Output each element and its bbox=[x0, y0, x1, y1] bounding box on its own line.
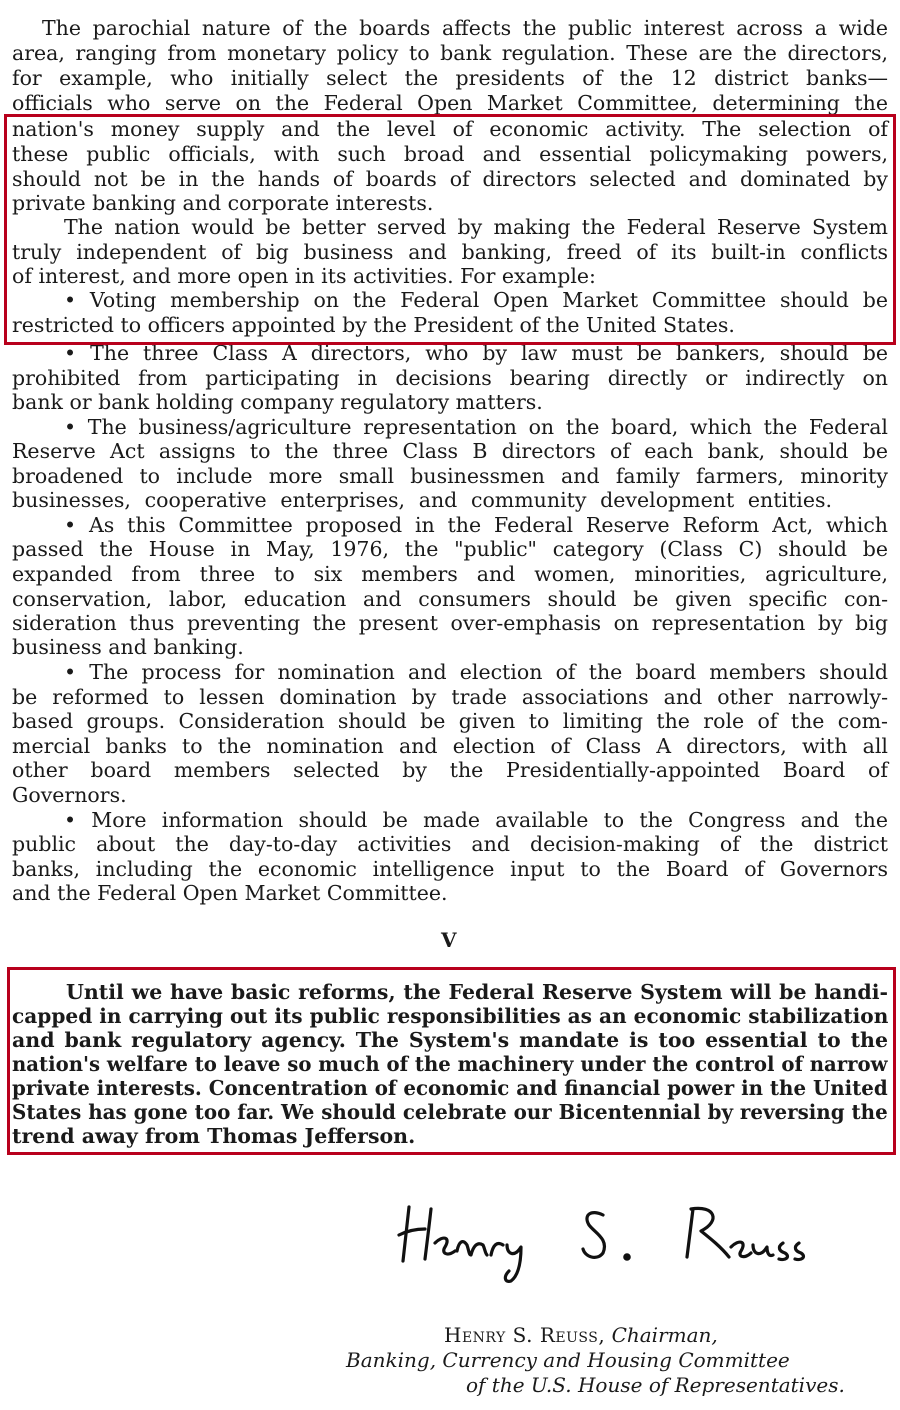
text-line: mercial banks to the nomination and election of Class A directors, with all bbox=[12, 734, 888, 758]
text-line: banks, including the economic intelligence input to the Board of Governors bbox=[12, 857, 888, 881]
text-line: nation's money supply and the level of economic activity. The selection of bbox=[12, 117, 888, 141]
text-line: and bank regulatory agency. The System's mandate is too essential to the bbox=[12, 1028, 888, 1052]
text-line: Until we have basic reforms, the Federal Reserve System will be handi- bbox=[66, 980, 888, 1004]
bullet-line: • More information should be made available to the Congress and the bbox=[64, 808, 888, 832]
text-line: private interests. Concentration of economic and financial power in the United bbox=[12, 1076, 888, 1100]
text-line: prohibited from participating in decisions bearing directly or indirectly on bbox=[12, 366, 888, 390]
text-line: broadened to include more small businessmen and family farmers, minority bbox=[12, 464, 888, 488]
text-line: bank or bank holding company regulatory matters. bbox=[12, 390, 543, 414]
text-line: passed the House in May, 1976, the "public" category (Class C) should be bbox=[12, 537, 888, 561]
signatory-name: Henry S. Reuss, bbox=[444, 1323, 606, 1347]
text-line: expanded from three to six members and women, minorities, agriculture, bbox=[12, 562, 888, 586]
text-line: sideration thus preventing the present over-emphasis on representation by big bbox=[12, 611, 888, 635]
text-line: The parochial nature of the boards affects the public interest across a wide bbox=[42, 16, 888, 40]
text-line: conservation, labor, education and consumers should be given specific con- bbox=[12, 587, 888, 611]
text-line: public about the day-to-day activities and decision-making of the district bbox=[12, 832, 888, 856]
text-line: businesses, cooperative enterprises, and community development entities. bbox=[12, 488, 832, 512]
text-line: for example, who initially select the presidents of the 12 district banks— bbox=[12, 66, 888, 90]
bullet-line: • The business/agriculture representation on the board, which the Federal bbox=[64, 415, 888, 439]
text-line: The nation would be better served by making the Federal Reserve System bbox=[64, 215, 888, 239]
text-line: States has gone too far. We should celebrate our Bicentennial by reversing the bbox=[12, 1100, 888, 1124]
text-line: nation's welfare to leave so much of the machinery under the control of narrow bbox=[12, 1052, 888, 1076]
text-line: of interest, and more open in its activities. For example: bbox=[12, 264, 596, 288]
text-line: should not be in the hands of boards of directors selected and dominated by bbox=[12, 167, 888, 191]
text-line: and the Federal Open Market Committee. bbox=[12, 881, 448, 905]
text-line: Governors. bbox=[12, 783, 127, 807]
bullet-line: • The process for nomination and election of the board members should bbox=[64, 660, 888, 684]
house-line: of the U.S. House of Representatives. bbox=[466, 1373, 845, 1397]
signature-image bbox=[395, 1195, 815, 1285]
signatory-line bbox=[444, 1323, 718, 1347]
text-line: area, ranging from monetary policy to bank regulation. These are the directors, bbox=[12, 41, 888, 65]
text-line: capped in carrying out its public responsibilities as an economic stabilization bbox=[12, 1004, 889, 1028]
text-line: trend away from Thomas Jefferson. bbox=[12, 1124, 416, 1148]
text-line: officials who serve on the Federal Open Market Committee, determining the bbox=[12, 91, 888, 115]
bullet-line: • The three Class A directors, who by law must be bankers, should be bbox=[64, 341, 888, 365]
text-line: restricted to officers appointed by the President of the United States. bbox=[12, 313, 735, 337]
section-heading: V bbox=[441, 928, 457, 952]
committee-line: Banking, Currency and Housing Committee bbox=[346, 1348, 790, 1372]
text-line: be reformed to lessen domination by trade associations and other narrowly- bbox=[12, 685, 888, 709]
text-line: other board members selected by the Presidentially-appointed Board of bbox=[12, 758, 888, 782]
text-line: based groups. Consideration should be given to limiting the role of the com- bbox=[12, 709, 888, 733]
text-line: Reserve Act assigns to the three Class B directors of each bank, should be bbox=[12, 439, 888, 463]
text-line: truly independent of big business and banking, freed of its built-in conflicts bbox=[12, 240, 888, 264]
text-line: private banking and corporate interests. bbox=[12, 191, 434, 215]
signatory-title: Chairman, bbox=[611, 1323, 718, 1347]
text-line: these public officials, with such broad and essential policymaking powers, bbox=[12, 142, 888, 166]
bullet-line: • As this Committee proposed in the Federal Reserve Reform Act, which bbox=[64, 513, 888, 537]
bullet-line: • Voting membership on the Federal Open Market Committee should be bbox=[64, 288, 888, 312]
text-line: business and banking. bbox=[12, 635, 244, 659]
